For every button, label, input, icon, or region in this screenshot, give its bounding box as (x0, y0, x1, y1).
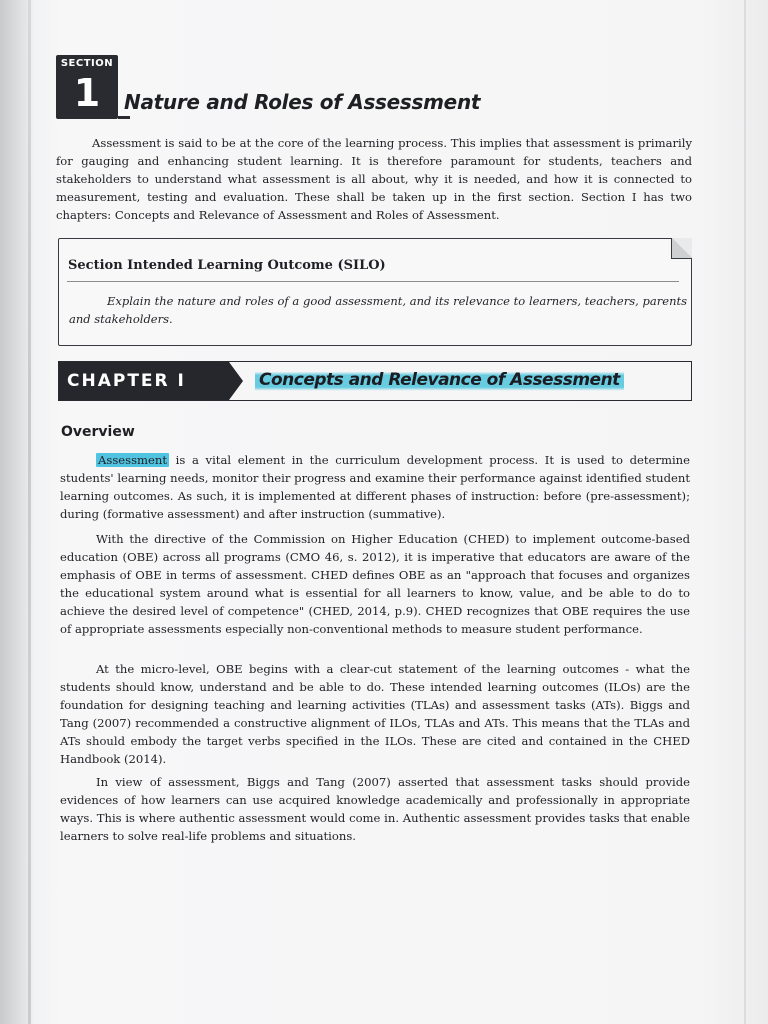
section-badge (56, 55, 118, 119)
section-title: Nature and Roles of Assessment (124, 90, 481, 114)
overview-heading: Overview (61, 424, 135, 440)
section-intro-text: Assessment is said to be at the core of the learning process. This implies that assessment is primarily for gauging and enhancing student learning. It is therefore paramount for students, teachers and stakeholders to understand what assessment is all about, why it is needed, and how it is connected to measurement, testing and evaluation. These shall be taken up in the first section. Section I has two chapters: Concepts and Relevance of Assessment and Roles of Assessment. (56, 136, 692, 222)
section-number: 1 (73, 71, 101, 115)
overview-paragraph-3-text: At the micro-level, OBE begins with a clear-cut statement of the learning outcomes - what the students should know, understand and be able to do. These intended learning outcomes (ILOs) are the foundation for designing teaching and learning activities (TLAs) and assessment tasks (ATs). Biggs and Tang (2007) recommended a constructive alignment of ILOs, TLAs and ATs. This means that the TLAs and ATs should embody the target verbs specified in the ILOs. These are cited and contained in the CHED Handbook (2014). (60, 662, 690, 766)
highlighted-word: Assessment (98, 453, 168, 467)
silo-title: Section Intended Learning Outcome (SILO) (68, 258, 386, 273)
chapter-arrow (229, 362, 243, 400)
overview-paragraph-1 (60, 451, 690, 523)
chapter-title: Concepts and Relevance of Assessment (259, 370, 620, 390)
chapter-label: CHAPTER I (59, 362, 229, 400)
page-curl-corner (671, 238, 692, 259)
section-underline (118, 116, 130, 119)
overview-paragraph-4-text: In view of assessment, Biggs and Tang (2007) asserted that assessment tasks should provide evidences of how learners can use acquired knowledge academically and professionally in appropriate ways. This is where authentic assessment would come in. Authentic assessment provides tasks that enable learners to solve real-life problems and situations. (60, 775, 690, 843)
silo-text: Explain the nature and roles of a good assessment, and its relevance to learners, teachers, parents and stakeholders. (69, 294, 687, 326)
silo-box (58, 238, 692, 346)
section-label: SECTION (60, 58, 114, 69)
page-right-edge (744, 0, 746, 1024)
silo-text-block (69, 292, 687, 328)
overview-paragraph-4 (60, 773, 690, 845)
chapter-banner (58, 361, 692, 401)
overview-paragraph-1-text: is a vital element in the curriculum development process. It is used to determine students' learning needs, monitor their progress and examine their performance against identified student learning outcomes. As such, it is implemented at different phases of instruction: before (pre-assessment); during (formative assessment) and after instruction (summative). (60, 453, 690, 521)
overview-paragraph-3 (60, 660, 690, 768)
overview-paragraph-2-text: With the directive of the Commission on Higher Education (CHED) to implement outcome-based education (OBE) across all programs (CMO 46, s. 2012), it is imperative that educators are aware of the emphasis of OBE in terms of assessment. CHED defines OBE as an "approach that focuses and organizes the educational system around what is essential for all learners to know, value, and be able to do to achieve the desired level of competence" (CHED, 2014, p.9). CHED recognizes that OBE requires the use of appropriate assessments especially non-conventional methods to measure student performance. (60, 532, 690, 636)
chapter-title-highlight (255, 368, 624, 392)
section-intro-paragraph (56, 134, 692, 224)
overview-paragraph-2 (60, 530, 690, 638)
silo-divider (67, 281, 679, 282)
binding-line (28, 0, 31, 1024)
